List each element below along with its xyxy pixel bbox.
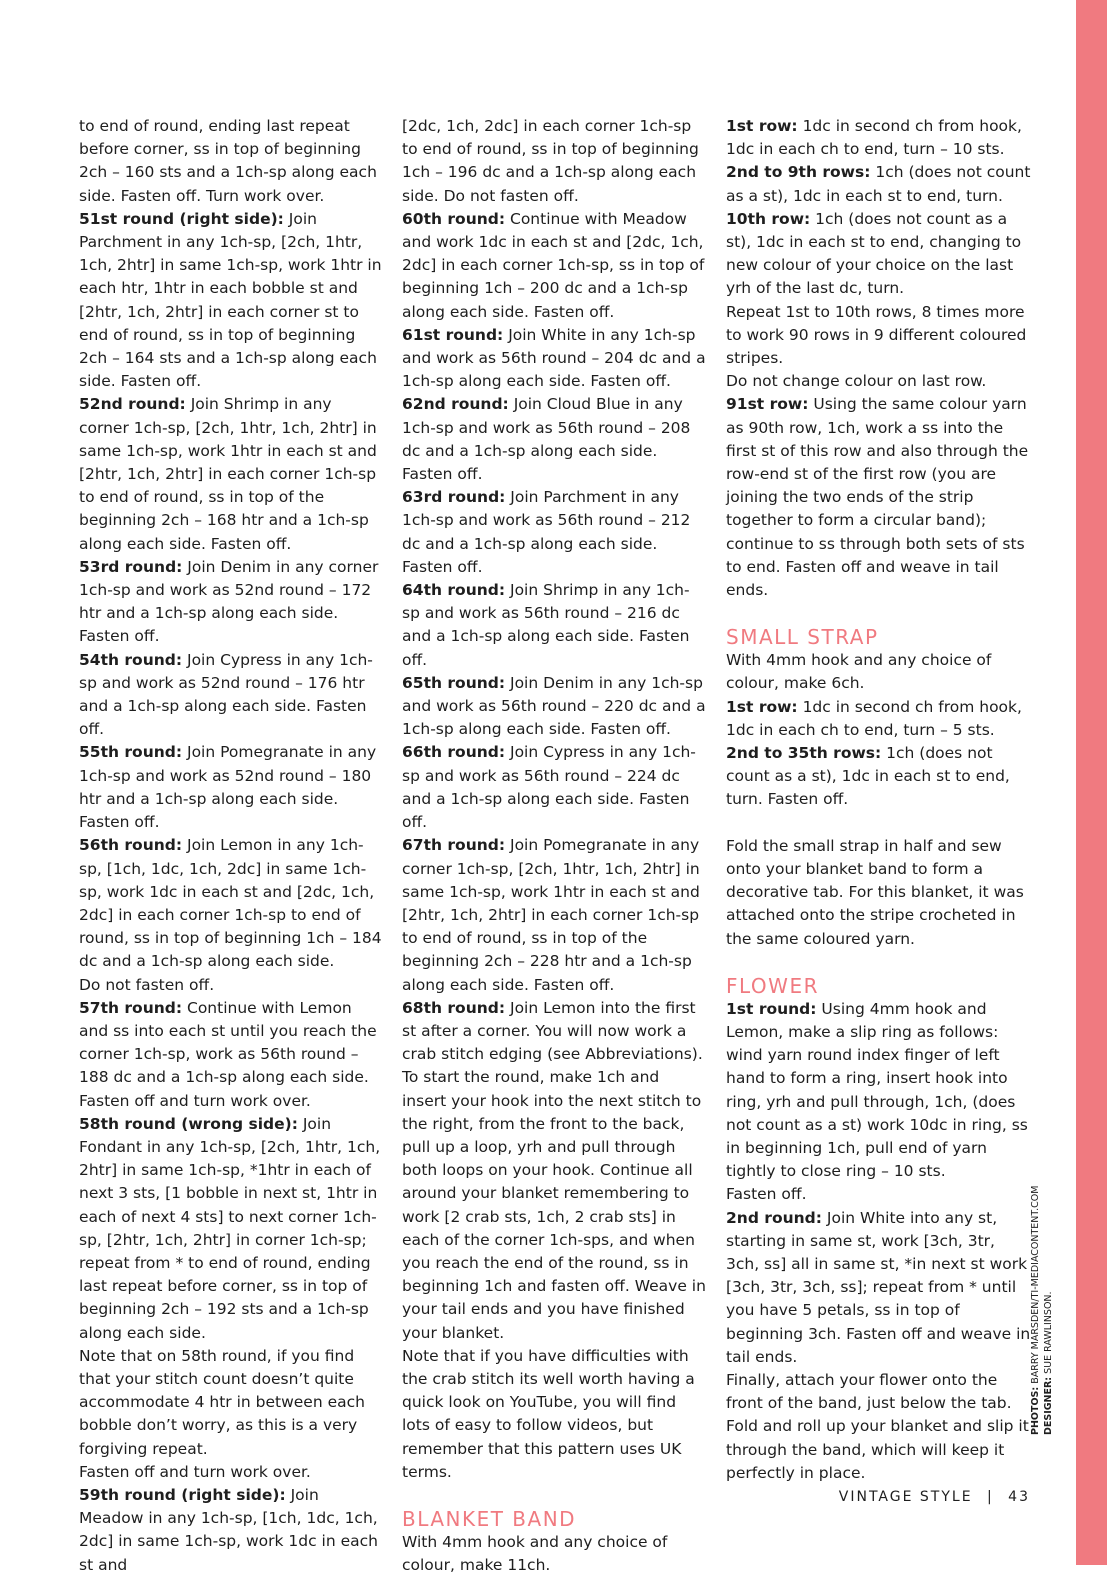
- column-2-body: [402, 115, 707, 1484]
- paragraph: [402, 579, 707, 672]
- column-3-body: [726, 115, 1031, 602]
- step-text: Repeat 1st to 10th rows, 8 times more to work 90 rows in 9 different coloured stripes.: [726, 302, 1027, 368]
- small-strap-body: [726, 649, 1031, 811]
- step-label: 55th round:: [79, 743, 183, 762]
- paragraph: [79, 208, 384, 394]
- paragraph: [726, 696, 1031, 742]
- paragraph: [79, 393, 384, 555]
- step-label: 1st round:: [726, 999, 817, 1018]
- step-text: Join Parchment in any 1ch-sp and work as 56th round – 212 dc and a 1ch-sp along each side. Fasten off.: [402, 488, 691, 576]
- paragraph: [402, 324, 707, 394]
- paragraph: [726, 393, 1031, 602]
- paragraph: [79, 649, 384, 742]
- paragraph: [79, 834, 384, 973]
- paragraph: [726, 115, 1031, 161]
- step-text: 1ch (does not count as a st), 1dc in each st to end, turn. Fasten off.: [726, 744, 1010, 809]
- step-text: Join Cypress in any 1ch-sp and work as 52nd round – 176 htr and a 1ch-sp along each side. Fasten off.: [79, 650, 373, 739]
- paragraph: [726, 1369, 1031, 1485]
- step-text: With 4mm hook and any choice of colour, make 11ch.: [402, 1532, 668, 1575]
- paragraph: [79, 741, 384, 834]
- page-number: 43: [1008, 1489, 1030, 1505]
- small-strap-heading: SMALL STRAP: [726, 625, 879, 650]
- step-label: 64th round:: [402, 581, 506, 600]
- step-text: 1ch (does not count as a st), 1dc in each st to end, changing to new colour of your choice on the last yrh of the last dc, turn.: [726, 209, 1022, 298]
- step-text: Using the same colour yarn as 90th row, 1ch, work a ss into the first st of this row and also through the row-end st of the first row (you are joining the two ends of the strip together to form a circular band); continue to ss through both sets of sts to end. Fasten off and weave in tail ends.: [726, 395, 1029, 600]
- step-text: Join Cloud Blue in any 1ch-sp and work as 56th round – 208 dc and a 1ch-sp along each side. Fasten off.: [402, 395, 691, 484]
- paragraph: [79, 1090, 384, 1113]
- step-text: Do not change colour on last row.: [726, 372, 987, 391]
- step-label: 52nd round:: [79, 395, 186, 414]
- step-text: With 4mm hook and any choice of colour, make 6ch.: [726, 651, 992, 693]
- step-text: Join Pomegranate in any corner 1ch-sp, [2ch, 1htr, 1ch, 2htr] in same 1ch-sp, work 1htr in each st and [2htr, 1ch, 2htr] in each corner 1ch-sp to end of round, ss in top of the beginning 2ch – 228 htr and a 1ch-sp along each side. Fasten off.: [402, 836, 700, 994]
- step-text: Finally, attach your flower onto the front of the band, just below the tab. Fold and roll up your blanket and slip it through the band, which will keep it perfectly in place.: [726, 1370, 1029, 1482]
- paragraph: [79, 115, 384, 208]
- step-text: Fasten off and turn work over.: [79, 1462, 311, 1481]
- step-label: 58th round (wrong side):: [79, 1114, 298, 1133]
- step-text: Join Lemon in any 1ch-sp, [1ch, 1dc, 1ch, 2dc] in same 1ch-sp, work 1dc in each st and [2dc, 1ch, 2dc] in each corner 1ch-sp to end of round, ss in top of beginning 1ch – 184 dc and a 1ch-sp along each side.: [79, 836, 382, 971]
- step-text: Join Pomegranate in any 1ch-sp and work as 52nd round – 180 htr and a 1ch-sp along each side. Fasten off.: [79, 743, 377, 832]
- paragraph: [726, 1207, 1031, 1369]
- step-text: Join Denim in any 1ch-sp and work as 56th round – 220 dc and a 1ch-sp along each side. Fasten off.: [402, 673, 706, 739]
- paragraph: [402, 997, 707, 1067]
- step-text: Join Lemon into the first st after a corner. You will now work a crab stitch edging (see Abbreviations).: [402, 998, 703, 1064]
- step-label: 62nd round:: [402, 395, 509, 414]
- paragraph: [79, 1484, 384, 1577]
- step-text: Note that if you have difficulties with the crab stitch its well worth having a quick look on YouTube, you will find lots of easy to follow videos, but remember that this pattern uses UK terms.: [402, 1346, 695, 1481]
- paragraph: [402, 208, 707, 324]
- step-text: Continue with Meadow and work 1dc in each st and [2dc, 1ch, 2dc] in each corner 1ch-sp, ss in top of beginning 1ch – 200 dc and a 1ch-sp along each side. Fasten off.: [402, 209, 705, 321]
- step-text: Join White into any st, starting in same st, work [3ch, 3tr, 3ch, ss] all in same st, *in next st work [3ch, 3tr, 3ch, ss]; repeat from * until you have 5 petals, ss in top of beginning 3ch. Fasten off and weave in tail ends.: [726, 1208, 1031, 1366]
- paragraph: [726, 208, 1031, 301]
- step-text: to end of round, ending last repeat before corner, ss in top of beginning 2ch – 160 sts and a 1ch-sp along each side. Fasten off. Turn work over.: [79, 117, 377, 205]
- step-label: 91st row:: [726, 395, 809, 414]
- step-label: 2nd to 35th rows:: [726, 744, 882, 763]
- step-text: Join Parchment in any 1ch-sp, [2ch, 1htr, 1ch, 2htr] in same 1ch-sp, work 1htr in each htr, 1htr in each bobble st and [2htr, 1ch, 2htr] in each corner st to end of round, ss in top of beginning 2ch – 164 sts and a 1ch-sp along each side. Fasten off.: [79, 209, 382, 391]
- flower-body: [726, 998, 1031, 1485]
- step-label: 56th round:: [79, 836, 183, 855]
- step-label: 63rd round:: [402, 488, 506, 507]
- paragraph: [79, 556, 384, 649]
- photo-credits: [1029, 1186, 1055, 1435]
- step-text: Do not fasten off.: [79, 975, 215, 994]
- paragraph: [79, 997, 384, 1090]
- step-text: Continue with Lemon and ss into each st until you reach the corner 1ch-sp, work as 56th round – 188 dc and a 1ch-sp along each side.: [79, 998, 377, 1087]
- step-text: Note that on 58th round, if you find that your stitch count doesn’t quite accommodate 4 htr in between each bobble don’t worry, as this is a very forgiving repeat.: [79, 1346, 365, 1458]
- step-text: Join Shrimp in any 1ch-sp and work as 56th round – 216 dc and a 1ch-sp along each side. Fasten off.: [402, 581, 690, 669]
- step-label: 61st round:: [402, 325, 504, 344]
- step-text: Join Cypress in any 1ch-sp and work as 56th round – 224 dc and a 1ch-sp along each side. Fasten off.: [402, 743, 696, 832]
- paragraph: [402, 1066, 707, 1344]
- paragraph: [79, 974, 384, 997]
- step-text: Fasten off.: [726, 1185, 807, 1204]
- step-label: 2nd to 9th rows:: [726, 163, 871, 182]
- paragraph: [79, 1345, 384, 1461]
- step-text: 1dc in second ch from hook, 1dc in each ch to end, turn – 5 sts.: [726, 697, 1022, 739]
- paragraph: [726, 301, 1031, 371]
- blanket-band-heading: BLANKET BAND: [402, 1506, 577, 1531]
- paragraph: [402, 834, 707, 996]
- footer-separator: |: [987, 1489, 994, 1505]
- paragraph: [726, 649, 1031, 695]
- paragraph: [402, 486, 707, 579]
- step-label: 51st round (right side):: [79, 209, 284, 228]
- column-3: [726, 115, 1031, 1485]
- step-text: 1ch (does not count as a st), 1dc in each st to end, turn.: [726, 163, 1031, 205]
- step-label: 2nd round:: [726, 1208, 822, 1227]
- paragraph: [726, 1183, 1031, 1206]
- step-label: 1st row:: [726, 697, 798, 716]
- paragraph: [402, 393, 707, 486]
- step-label: 57th round:: [79, 998, 183, 1017]
- step-text: To start the round, make 1ch and insert your hook into the next stitch to the right, from the front to the back, pull up a loop, yrh and pull through both loops on your hook. Continue all around your blanket remembering to work [2 crab sts, 1ch, 2 crab sts] in each of the corner 1ch-sps, and when you reach the end of the round, ss in beginning 1ch and fasten off. Weave in your tail ends and you have finished your blanket.: [402, 1068, 706, 1342]
- flower-heading: FLOWER: [726, 973, 819, 998]
- photos-credit: PHOTOS: BARRY MARSDEN/TI-MEDIACONTENT.COM: [1030, 1185, 1041, 1435]
- step-text: 1dc in second ch from hook, 1dc in each ch to end, turn – 10 sts.: [726, 117, 1022, 159]
- step-label: 59th round (right side):: [79, 1485, 286, 1504]
- paragraph: [402, 741, 707, 834]
- step-text: Using 4mm hook and Lemon, make a slip ring as follows: wind yarn round index finger of left hand to form a ring, insert hook into ring, yrh and pull through, 1ch, (does not count as a st) work 10dc in ring, ss in beginning 1ch, pull end of yarn tightly to close ring – 10 sts.: [726, 999, 1028, 1181]
- paragraph: [402, 1345, 707, 1484]
- paragraph: [726, 370, 1031, 393]
- page-footer: [839, 1489, 1030, 1505]
- paragraph: [79, 1113, 384, 1345]
- step-text: Join Shrimp in any corner 1ch-sp, [2ch, 1htr, 1ch, 2htr] in same 1ch-sp, work 1htr in each st and [2htr, 1ch, 2htr] in each corner 1ch-sp to end of round, ss in top of the beginning 2ch – 168 htr and a 1ch-sp along each side. Fasten off.: [79, 395, 377, 553]
- step-label: 10th row:: [726, 209, 811, 228]
- step-text: Join Meadow in any 1ch-sp, [1ch, 1dc, 1ch, 2dc] in same 1ch-sp, work 1dc in each st and: [79, 1485, 378, 1574]
- step-text: Join Fondant in any 1ch-sp, [2ch, 1htr, 1ch, 2htr] in same 1ch-sp, *1htr in each of next 3 sts, [1 bobble in next st, 1htr in each of next 4 sts] to next corner 1ch-sp, [2htr, 1ch, 2htr] in corner 1ch-sp; repeat from * to end of round, ending last repeat before corner, ss in top of beginning 2ch – 192 sts and a 1ch-sp along each side.: [79, 1114, 381, 1342]
- magazine-name: VINTAGE STYLE: [838, 1489, 973, 1505]
- column-2: [402, 115, 707, 1577]
- step-text: Fasten off and turn work over.: [79, 1091, 311, 1110]
- step-text: Join Denim in any corner 1ch-sp and work as 52nd round – 172 htr and a 1ch-sp along each side. Fasten off.: [79, 557, 379, 646]
- step-text: [2dc, 1ch, 2dc] in each corner 1ch-sp to end of round, ss in top of beginning 1ch – 196 dc and a 1ch-sp along each side. Do not fasten off.: [402, 117, 699, 205]
- step-label: 53rd round:: [79, 557, 183, 576]
- paragraph: [726, 998, 1031, 1184]
- step-label: 1st row:: [726, 117, 798, 135]
- small-strap-note: Fold the small strap in half and sew onto your blanket band to form a decorative tab. For this blanket, it was attached onto the stripe crocheted in the same coloured yarn.: [726, 836, 1024, 948]
- paragraph: [79, 1461, 384, 1484]
- column-1: [79, 115, 384, 1577]
- blanket-band-body: [402, 1531, 707, 1577]
- paragraph: [726, 161, 1031, 207]
- paragraph: [726, 742, 1031, 812]
- paragraph: [402, 672, 707, 742]
- step-label: 68th round:: [402, 998, 506, 1017]
- step-text: Join White in any 1ch-sp and work as 56th round – 204 dc and a 1ch-sp along each side. Fasten off.: [402, 325, 706, 391]
- paragraph: [402, 115, 707, 208]
- step-label: 66th round:: [402, 743, 506, 762]
- paragraph: [402, 1531, 707, 1577]
- step-label: 54th round:: [79, 650, 183, 669]
- accent-bar: [1076, 0, 1107, 1565]
- step-label: 65th round:: [402, 673, 506, 692]
- step-label: 67th round:: [402, 836, 506, 855]
- designer-credit: DESIGNER: SUE RAWLINSON.: [1043, 1291, 1054, 1435]
- step-label: 60th round:: [402, 209, 506, 228]
